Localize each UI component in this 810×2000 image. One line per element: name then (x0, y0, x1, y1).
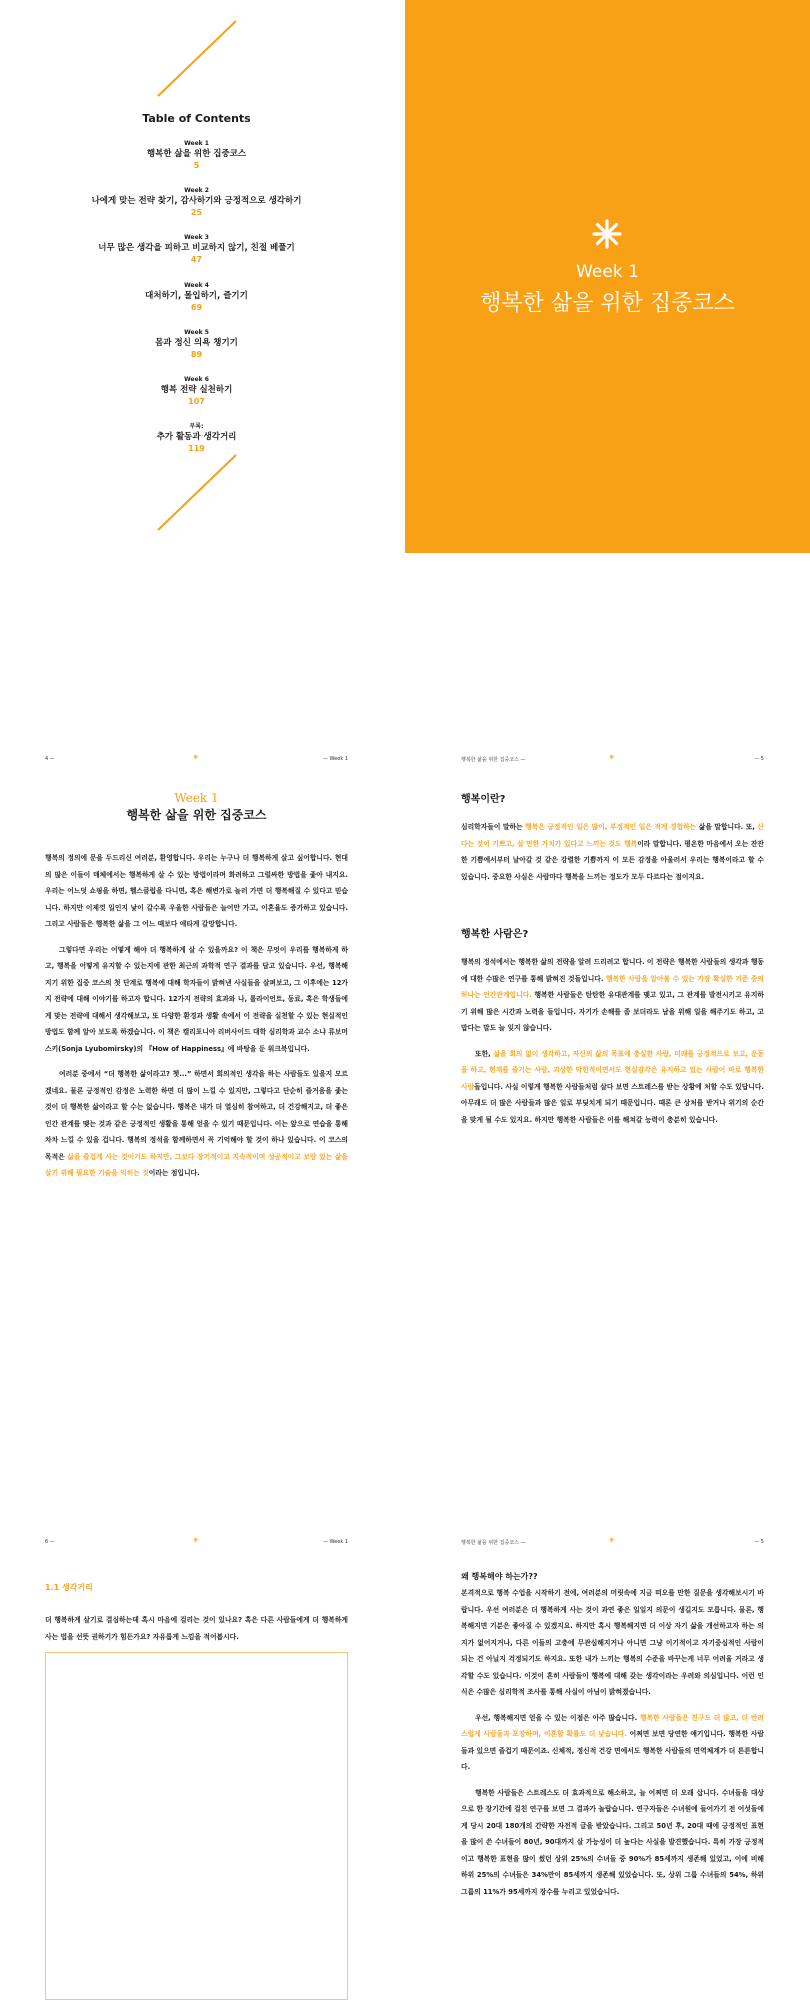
paragraph: 본격적으로 행복 수업을 시작하기 전에, 여러분의 머릿속에 지금 떠오를 만한 질문을 생각해보시기 바랍니다. 우선 여러분은 더 행복하게 사는 것이 과연 좋은 일일지 의문이 생길지도 모릅니다. 물론, 행복해지면 기분은 좋아질 수 있겠지요. 하지만 혹시 행복해지면 더 이상 자기 삶을 개선하고자 하는 의지가 없어지거나, 다른 이들의 고충에 무관심해지거나 아니면 그냥 이기적이고 자기중심적인 사람이 되는 건 아닐지 걱정되기도 하지요. 또한 내가 느끼는 행복의 수준을 바꾸는게 너무 어려울 거라고 생각할 수도 있습니다. 이것이 흔히 사람들이 행복에 대해 갖는 생각이라는 우려와 의심입니다. 이런 인식은 수많은 심리학적 조사를 통해 사실이 아님이 밝혀졌습니다. (461, 1589, 764, 1696)
ornament-icon: ❋ (193, 754, 199, 761)
text-run: 심리학자들이 말하는 (461, 823, 526, 831)
paragraph: 행복의 정의에 문을 두드리신 여러분, 환영합니다. 우리는 누구나 더 행복하게 살고 싶어합니다. 현대의 많은 이들이 매체에서는 행복하게 살 수 있는 방법이라며 화려하고 그럴싸한 방법을 좇아 내지요. 우리는 어느덧 쇼핑을 하면, 헬스클럽을 다니면, 혹은 해변가로 놀러 가면 더 행복해질 수 있다고 믿습니다. 하지만 이제껏 일인지 낯이 갈수록 우울한 사람들은 늘어만 가고, 이혼율도 증가하고 있습니다. 그리고 사람들은 행복한 삶을 그 어느 때보다 애타게 갈망합니다. (45, 854, 348, 928)
highlight-text: 행복한 사람을 알아볼 수 있는 가장 확실한 기준 중의 하나는 인간관계입니다. (461, 974, 764, 999)
toc-page-number: 47 (190, 255, 203, 264)
page4-body (461, 790, 764, 1128)
paragraph (461, 954, 764, 1037)
toc-week-label: Week 6 (184, 376, 209, 383)
toc-title: 대처하기, 몰입하기, 즐기기 (145, 291, 248, 301)
toc-title: 행복 전략 실천하기 (160, 385, 233, 395)
exercise-label: 1.1 생각거리 (45, 1583, 93, 1592)
toc-entry-week3[interactable] (0, 233, 393, 266)
toc-week-label: 부록: (189, 423, 204, 430)
toc-page-number: 69 (190, 303, 203, 312)
text-run: 어쩌면 보면 당연한 얘기입니다. 행복한 사람들과 있으면 즐겁기 때문이죠. 신체적, 정신적 건강 면에서도 행복한 사람들의 면역체계가 더 튼튼합니다. (461, 1730, 764, 1771)
toc-entry-appendix[interactable] (0, 422, 393, 455)
toc-entry-week4[interactable] (0, 281, 393, 314)
highlight-text: 산다는 것이 기쁘고, 살 만한 가치가 있다고 느끼는 것도 행복 (461, 823, 764, 848)
ornament-icon: ❋ (193, 1537, 199, 1544)
highlight-text: 삶을 회의 없이 생각하고, 자신의 삶의 목표에 충실한 사람, 미래를 긍정적으로 보고, 운동을 하고, 현재를 즐기는 사람, 괴상한 막힌적이면서도 현실감각은 유지하고 있는 사람이 바로 행복한 사람 (461, 1049, 764, 1091)
toc-title: 너무 많은 생각을 피하고 비교하지 않기, 친절 베풀기 (98, 243, 295, 253)
highlight-text: 행복은 긍정적인 일은 많이, 부정적인 일은 적게 경험하는 (525, 823, 697, 831)
section-heading: 행복한 사람은? (461, 929, 529, 940)
running-header-left: 행복한 삶을 위한 집중코스 — (461, 757, 526, 763)
text-run: 우선, 행복해지면 얻을 수 있는 이점은 아주 많습니다. (475, 1713, 640, 1722)
paragraph (461, 819, 764, 885)
highlight-text: 삶을 즐겁게 사는 것이기도 하지만, 그보다 장기적이고 지속적이며 성공적이고 보람 있는 삶을 살기 위해 필요한 기술을 익히는 것 (45, 1152, 348, 1177)
toc-entry-week6[interactable] (0, 375, 393, 408)
toc-week-label: Week 5 (184, 329, 209, 336)
toc-title: 행복한 삶을 위한 집중코스 (146, 149, 247, 159)
page3-body (45, 850, 348, 1182)
toc-page-number: 25 (190, 208, 203, 217)
page6-body (461, 1571, 764, 1900)
paragraph: 그렇다면 우리는 어떻게 해야 더 행복하게 살 수 있을까요? 이 책은 무엇이 우리를 행복하게 하고, 행복을 어떻게 유지할 수 있는지에 관한 최근의 과학적 연구 결과를 담고 있습니다. 우선, 행복해지기 위한 집중 코스의 첫 단계로 행복에 대해 학자들이 밝혀낸 사실들을 살펴보고, 그 이후에는 12가지 전략에 대해 이야기를 하고자 합니다. 12가지 전략의 효과와 나, 롤라이언트, 동료, 혹은 학생들에게 맞는 전략에 대해서 생각해보고, 또 다양한 환경과 생활 속에서 이 전략을 실천할 수 있는 현실적인 방법도 함께 알아 보도록 하겠습니다. 이 책은 캘리포니아 리버사이드 대학 심리학과 교수 소냐 류보머스키(Sonja Lyubomirsky)의 『How of Happiness』에 바탕을 둔 워크북입니다. (45, 945, 348, 1053)
paragraph (461, 1710, 764, 1776)
running-header-right: — Week 1 (322, 756, 348, 762)
running-header-left: 6 — (45, 1539, 55, 1545)
text-run: 이라는 점입니다. (148, 1169, 200, 1177)
running-header-left: 행복한 삶을 위한 집중코스 — (461, 1540, 526, 1546)
toc-title: 몸과 정신 의욕 챙기기 (155, 338, 238, 348)
toc-page-number: 119 (188, 444, 205, 453)
toc-page-number: 89 (190, 350, 203, 359)
decorative-slash-bottom (150, 452, 240, 534)
toc-week-label: Week 3 (184, 234, 209, 241)
decorative-slash-top (150, 18, 240, 100)
cover-week-label: Week 1 (576, 262, 639, 282)
text-run: 삶을 말합니다. 또, (696, 823, 758, 831)
running-header-right: — 5 (754, 1539, 764, 1545)
text-run: 행복한 사람들은 탄탄한 유대관계를 맺고 있고, 그 관계를 발전시키고 유지하기 위해 많은 시간과 노력을 들입니다. 자기가 손해를 좀 보더라도 남을 위해 일을 해주기도 하고, 고맙다는 말도 늘 잊지 않습니다. (461, 991, 764, 1032)
toc-heading: Table of Contents (142, 112, 251, 125)
paragraph: 행복한 사람들은 스트레스도 더 효과적으로 해소하고, 늘 어쩌면 더 오래 삽니다. 수녀들을 대상으로 한 장기간에 걸친 연구를 보면 그 결과가 놀랍습니다. 연구자들은 수녀원에 들어가기 전 어섯들에게 당시 20대 180개의 간략한 자전적 글을 받았습니다. 그리고 50년 후, 20대 때에 긍정적인 표현을 많이 쓴 수녀들이 80년, 90대까지 살 가능성이 더 높다는 사실을 발견했습니다. 특히 가장 긍정적이고 행복한 표현을 많이 썼던 상위 25%의 수녀들 중 90%가 85세까지 생존해 있었고, 이에 비해 하위 25%의 수녀들은 34%만이 85세까지 생존해 있었습니다. 또, 상위 그룹 수녀들의 54%, 하위 그룹의 11%가 95세까지 장수를 누리고 있었습니다. (461, 1788, 764, 1896)
running-header-right: — Week 1 (322, 1539, 348, 1545)
text-run: 행복의 정석에서는 행복한 삶의 전략을 알려 드리려고 합니다. 이 전략은 행복한 사람들의 생각과 행동에 대한 수많은 연구를 통해 밝혀진 것들입니다. (461, 958, 764, 983)
text-run: 여러분 중에서 “더 행복한 삶이라고? 쳇...” 하면서 회의적인 생각을 하는 사람들도 있을지 모르겠네요. 물론 긍정적인 감정은 노력한 하면 더 많이 느낄 수 있지만, 그렇다고 단순히 즐거움을 좇는 것이 더 행복한 삶이라고 할 수는 없습니다. 행복은 내가 더 열심히 참여하고, 더 건강해지고, 더 좋은 인간 관계를 맺는 것과 같은 긍정적인 생활을 통해 얻을 수 있기 때문입니다. 이는 앞으로 연습을 통해 차차 느낄 수 있을 겁니다. 행복의 정석을 함께하면서 꼭 기억해야 할 것이 하나 있습니다. 이 코스의 목적은 (45, 1070, 348, 1161)
cover-title: 행복한 삶을 위한 집중코스 (480, 291, 735, 316)
paragraph (461, 1046, 764, 1129)
writing-area[interactable] (45, 1652, 348, 2000)
toc-week-label: Week 2 (184, 187, 209, 194)
toc-page-number: 107 (188, 397, 205, 406)
toc-title: 추가 활동과 생각거리 (156, 432, 237, 442)
toc-entry-week2[interactable] (0, 186, 393, 219)
paragraph (45, 1066, 348, 1182)
toc-entry-week1[interactable] (0, 139, 393, 172)
text-run: 또한, (475, 1049, 494, 1058)
toc-page-number: 5 (193, 161, 200, 170)
ornament-icon: ❋ (609, 754, 615, 761)
chapter-week-label: Week 1 (174, 791, 219, 805)
toc-week-label: Week 4 (184, 282, 209, 289)
text-run: 이라 말합니다. 평온한 마음에서 오는 잔잔한 기쁨에서부터 날아갈 것 같은 강렬한 기쁨까지 이 모든 감정을 아울러서 우리는 행복이라고 할 수 있습니다. 중요한 사실은 사람마다 행복을 느끼는 정도가 모두 다르다는 점이지요. (461, 839, 764, 881)
toc-week-label: Week 1 (184, 140, 209, 147)
highlight-text: 행복한 사람들은 친구도 더 많고, 더 반려스럽게 사람들과 포장하며, 이혼할 확률도 더 낮습니다. (461, 1713, 764, 1738)
section-heading: 행복이란? (461, 794, 506, 805)
section-heading: 왜 행복해야 하는가?? (461, 1572, 538, 1581)
running-header-left: 4 — (45, 756, 55, 762)
toc-title: 나에게 맞는 전략 찾기, 감사하기와 긍정적으로 생각하기 (91, 196, 302, 206)
chapter-title: 행복한 삶을 위한 집중코스 (126, 808, 267, 822)
running-header-right: — 5 (754, 756, 764, 762)
exercise-prompt: 더 행복하게 살기로 결심하는데 혹시 마음에 걸리는 것이 있나요? 혹은 다른 사람들에게 더 행복하게 사는 법을 선뜻 권하기가 힘든가요? 자유롭게 느낌을 적어봅시다. (45, 1616, 348, 1641)
ornament-icon: ❋ (609, 1537, 615, 1544)
text-run: 들입니다. 사실 이렇게 행복한 사람들처럼 살다 보면 스트레스를 받는 상황에 처할 수도 있답니다. 아무래도 더 많은 사람들과 많은 일로 부딪치게 되기 때문입니다. 때론 큰 상처를 받거나 위기의 순간을 맞게 될 수도 있지요. 하지만 행복한 사람들은 이를 해쳐갈 능력이 충분히 있습니다. (461, 1082, 764, 1124)
sun-burst-icon (592, 219, 622, 249)
toc-entry-week5[interactable] (0, 328, 393, 361)
